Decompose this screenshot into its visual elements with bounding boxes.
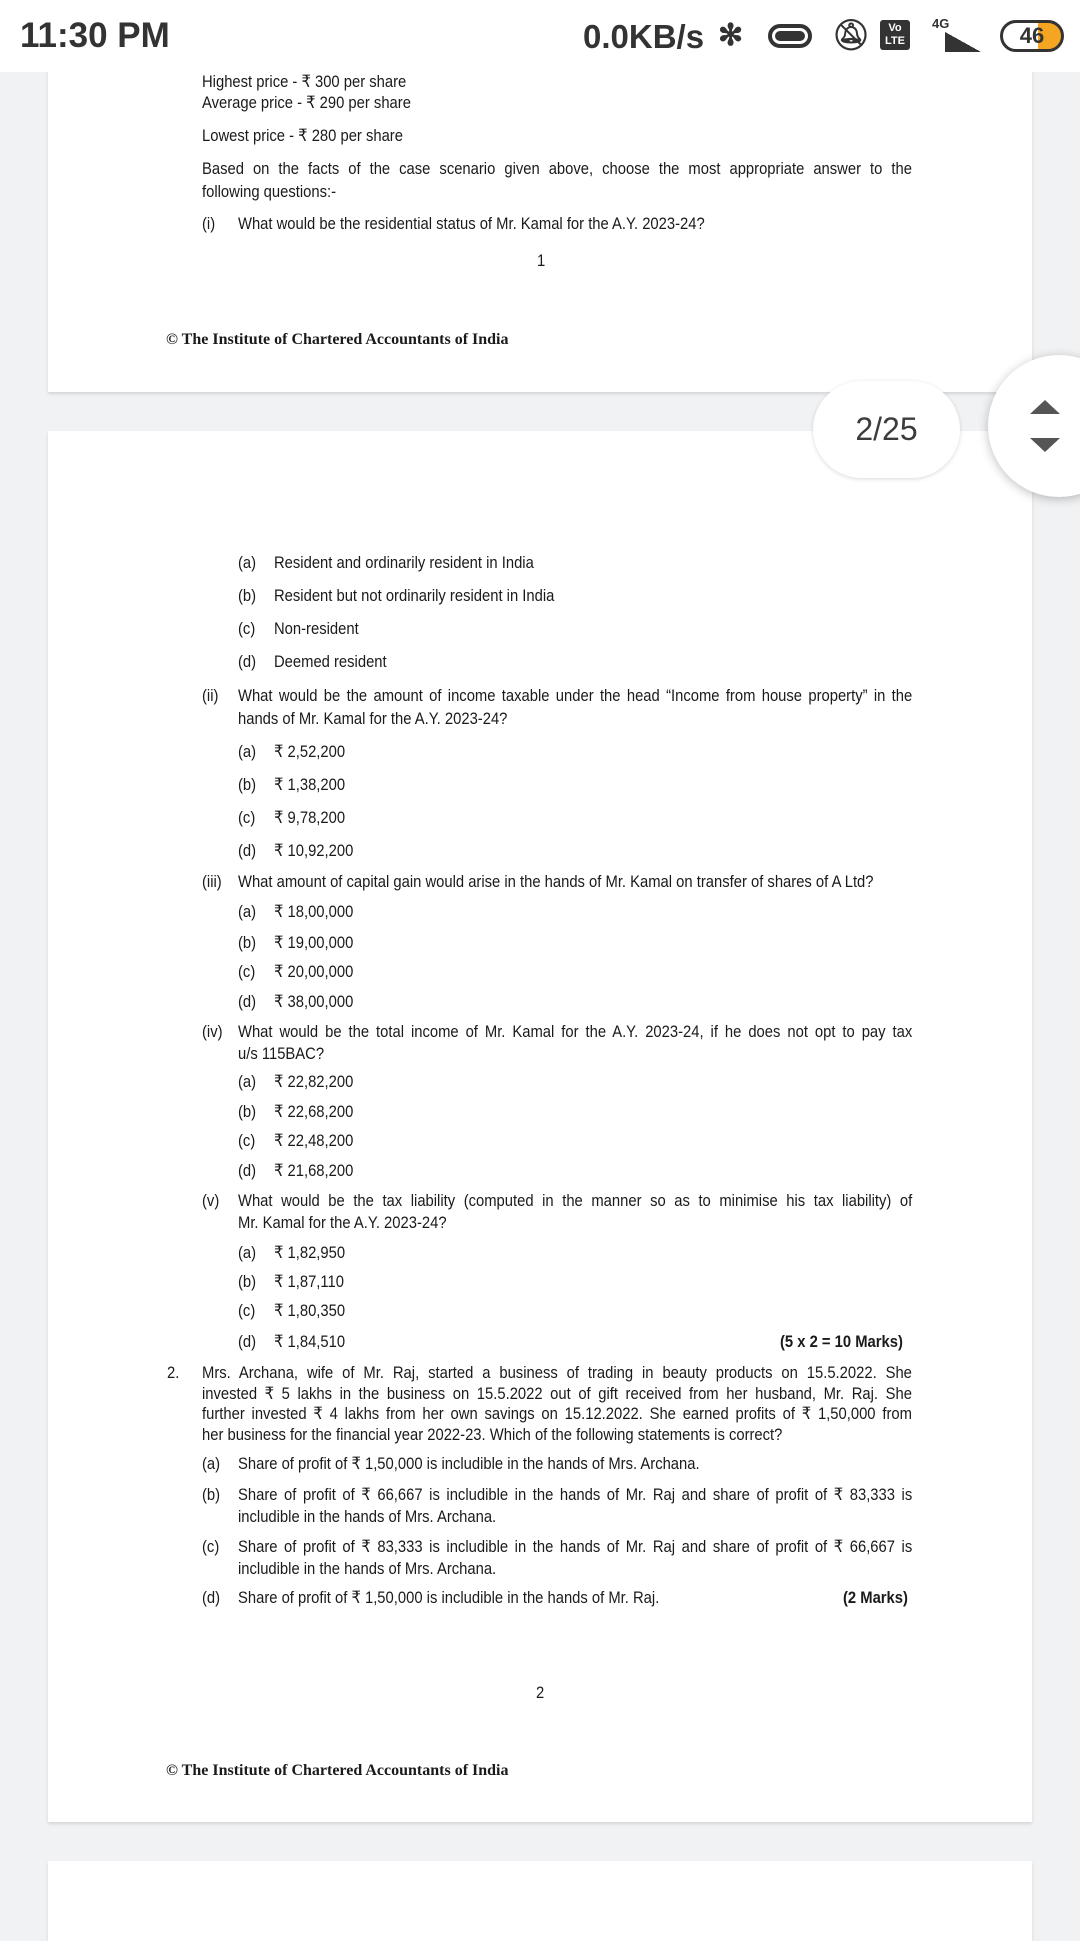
page-indicator: 2/25 — [813, 381, 960, 478]
cut-line: Highest price - ₹ 300 per share — [202, 72, 407, 91]
option-label: (a) — [238, 1243, 257, 1262]
question-text: What would be the tax liability (computed in the manner so as to minimise his tax liability) of — [238, 1191, 913, 1210]
option-text: ₹ 1,38,200 — [274, 775, 346, 794]
option-text: ₹ 22,48,200 — [274, 1131, 354, 1150]
question-label: (iv) — [202, 1022, 223, 1041]
option-text: ₹ 21,68,200 — [274, 1161, 354, 1180]
page-number: 1 — [537, 251, 546, 270]
option-label: (d) — [202, 1588, 221, 1607]
option-label: (a) — [238, 902, 257, 921]
bluetooth-icon: ✻ — [718, 19, 744, 52]
question-text: further invested ₹ 4 lakhs from her own savings on 15.12.2022. She earned profits of ₹ 1,50,000 from — [202, 1404, 912, 1423]
option-text: ₹ 1,84,510 — [274, 1332, 346, 1351]
question-label: (iii) — [202, 872, 222, 891]
question-text: hands of Mr. Kamal for the A.Y. 2023-24? — [238, 709, 508, 728]
option-label: (c) — [238, 619, 256, 638]
option-label: (b) — [238, 1102, 257, 1121]
option-text: ₹ 9,78,200 — [274, 808, 346, 827]
option-label: (a) — [238, 553, 257, 572]
question-label: (v) — [202, 1191, 220, 1210]
option-label: (b) — [238, 933, 257, 952]
option-label: (d) — [238, 652, 257, 671]
question-number: 2. — [167, 1363, 180, 1382]
page-number: 2 — [536, 1683, 545, 1702]
text-line: Average price - ₹ 290 per share — [202, 93, 411, 112]
text-line: Lowest price - ₹ 280 per share — [202, 126, 403, 145]
option-text: includible in the hands of Mrs. Archana. — [238, 1507, 497, 1526]
question-text: Mrs. Archana, wife of Mr. Raj, started a business of trading in beauty products on 15.5.2022. She — [202, 1363, 912, 1382]
pdf-page-2 — [48, 431, 1032, 1822]
option-text: ₹ 1,82,950 — [274, 1243, 346, 1262]
option-text: Share of profit of ₹ 1,50,000 is includible in the hands of Mrs. Archana. — [238, 1454, 700, 1473]
option-label: (c) — [202, 1537, 220, 1556]
option-text: includible in the hands of Mrs. Archana. — [238, 1559, 497, 1578]
option-label: (d) — [238, 1332, 257, 1351]
question-text: What amount of capital gain would arise in the hands of Mr. Kamal on transfer of shares of A Ltd? — [238, 872, 874, 891]
option-text: ₹ 1,87,110 — [274, 1272, 344, 1291]
option-label: (c) — [238, 1131, 256, 1150]
question-text: Mr. Kamal for the A.Y. 2023-24? — [238, 1213, 447, 1232]
option-text: ₹ 22,82,200 — [274, 1072, 354, 1091]
marks-label: (2 Marks) — [843, 1588, 908, 1607]
question-text: What would be the total income of Mr. Kamal for the A.Y. 2023-24, if he does not opt to pay tax — [238, 1022, 913, 1041]
clock: 11:30 PM — [20, 16, 170, 55]
battery-icon: 46 — [1000, 20, 1064, 52]
question-text: What would be the amount of income taxable under the head “Income from house property” in the — [238, 686, 913, 705]
option-text: Non-resident — [274, 619, 359, 638]
arrow-down-icon — [1030, 438, 1060, 452]
marks-label: (5 x 2 = 10 Marks) — [780, 1332, 903, 1351]
arrow-up-icon — [1030, 400, 1060, 414]
option-text: Share of profit of ₹ 66,667 is includible in the hands of Mr. Raj and share of profit of ₹ 83,333 is — [238, 1485, 913, 1504]
pdf-page-3 — [48, 1861, 1032, 1941]
option-label: (b) — [238, 586, 257, 605]
option-text: ₹ 22,68,200 — [274, 1102, 354, 1121]
question-label: (ii) — [202, 686, 219, 705]
option-text: ₹ 20,00,000 — [274, 962, 354, 981]
option-label: (a) — [238, 1072, 257, 1091]
option-label: (c) — [238, 808, 256, 827]
volte-icon: Vo LTE — [880, 20, 910, 50]
option-text: ₹ 18,00,000 — [274, 902, 354, 921]
option-label: (b) — [238, 775, 257, 794]
option-label: (c) — [238, 1301, 256, 1320]
net-speed: 0.0KB/s — [583, 18, 705, 55]
option-text: Resident and ordinarily resident in India — [274, 553, 534, 572]
option-label: (b) — [202, 1485, 221, 1504]
vibrate-icon — [768, 24, 812, 48]
option-text: Deemed resident — [274, 652, 387, 671]
signal-icon — [945, 32, 981, 52]
mute-bell-icon: 🔕︎ — [832, 19, 871, 52]
option-text: Share of profit of ₹ 83,333 is includible in the hands of Mr. Raj and share of profit of ₹ 66,667 is — [238, 1537, 913, 1556]
network-type: 4G — [932, 16, 950, 31]
option-label: (d) — [238, 841, 257, 860]
option-text: ₹ 38,00,000 — [274, 992, 354, 1011]
text-line: Based on the facts of the case scenario given above, choose the most appropriate answer to the — [202, 159, 912, 178]
option-label: (a) — [238, 742, 257, 761]
question-text: What would be the residential status of Mr. Kamal for the A.Y. 2023-24? — [238, 214, 705, 233]
text-line: following questions:- — [202, 182, 337, 201]
question-text: u/s 115BAC? — [238, 1044, 325, 1063]
option-label: (d) — [238, 1161, 257, 1180]
option-text: ₹ 19,00,000 — [274, 933, 354, 952]
page-footer: © The Institute of Chartered Accountants of India — [166, 1762, 509, 1779]
option-text: ₹ 10,92,200 — [274, 841, 354, 860]
option-label: (b) — [238, 1272, 257, 1291]
question-label: (i) — [202, 214, 216, 233]
option-label: (a) — [202, 1454, 221, 1473]
option-label: (c) — [238, 962, 256, 981]
option-text: Resident but not ordinarily resident in India — [274, 586, 555, 605]
option-text: Share of profit of ₹ 1,50,000 is includible in the hands of Mr. Raj. — [238, 1588, 660, 1607]
question-text: her business for the financial year 2022-23. Which of the following statements is correct? — [202, 1425, 783, 1444]
status-bar — [0, 0, 1080, 72]
option-text: ₹ 1,80,350 — [274, 1301, 346, 1320]
option-text: ₹ 2,52,200 — [274, 742, 346, 761]
option-label: (d) — [238, 992, 257, 1011]
question-text: invested ₹ 5 lakhs in the business on 15.5.2022 out of gift received from her husband, Mr. Raj. She — [202, 1384, 912, 1403]
page-footer: © The Institute of Chartered Accountants of India — [166, 331, 509, 348]
